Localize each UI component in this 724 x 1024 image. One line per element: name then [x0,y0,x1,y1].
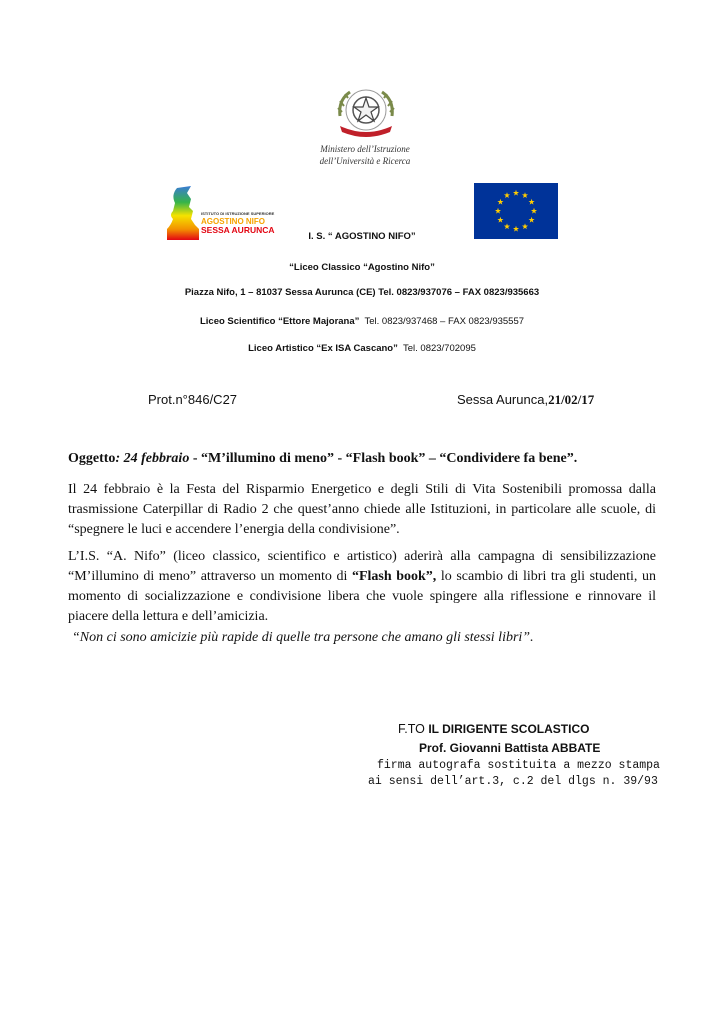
signature-note-1: firma autografa sostituita a mezzo stampa [377,759,660,772]
institute-name-text: I. S. “ AGOSTINO NIFO” [308,231,416,242]
place-date [457,392,594,408]
quote: “Non ci sono amicizie più rapide di quelle tra persone che amano gli stessi libri”. [72,630,534,645]
liceo-artistico [0,343,724,354]
paragraph-2-end: lo scambio di libri tra gli studenti, un momento di socializzazione e condivisione libera che vuole spingere alla riflessione e rinnovare il piacere della lettura e dell’amicizia. [68,569,656,624]
italian-republic-emblem [332,86,400,142]
subject-date: : 24 febbraio [115,451,190,466]
school-address-text: Piazza Nifo, 1 – 81037 Sessa Aurunca (CE) Tel. 0823/937076 – FAX 0823/935663 [184,287,540,298]
ministry-name [300,143,430,167]
paragraph-2 [68,547,656,627]
paragraph-2-start: L’I.S. “A. Nifo” (liceo classico, scientifico e artistico) aderirà alla campagna di sensibilizzazione “M’illumino di meno” attraverso un momento di [68,549,656,584]
signature-name: Prof. Giovanni Battista ABBATE [419,741,601,755]
subject-title: - “M’illumino di meno” - “Flash book” – “Condividere fa bene”. [189,451,578,466]
signature-note-2: ai sensi dell’art.3, c.2 del dlgs n. 39/93 [368,775,658,788]
institute-name [0,231,724,242]
liceo-artistico-name: Liceo Artistico “Ex ISA Cascano” [248,343,398,354]
paragraph-2-highlight: “Flash book”, [351,569,437,584]
liceo-scientifico-name: Liceo Scientifico “Ettore Majorana” [199,316,360,327]
date: 21/02/17 [548,392,595,407]
svg-text:ISTITUTO DI ISTRUZIONE SUPERIO: ISTITUTO DI ISTRUZIONE SUPERIORE [201,211,275,216]
place: Sessa Aurunca, [457,392,549,407]
subject-label: Oggetto [68,451,116,466]
liceo-scientifico [0,316,724,327]
ministry-line-2: dell’Università e Ricerca [319,156,411,166]
liceo-scientifico-contact: Tel. 0823/937468 – FAX 0823/935557 [364,316,525,327]
liceo-classico [0,262,724,273]
signature-fto: F.TO [398,722,429,736]
paragraph-1: Il 24 febbraio è la Festa del Risparmio Energetico e degli Stili di Vita Sostenibili promossa dalla trasmissione Caterpillar di Radio 2 che quest’anno chiede alle Istituzioni, in particolare alle scuole, di “spegnere le luci e accendere l’energia della condivisione”. [68,482,656,537]
signature-role [398,722,589,736]
protocol-number: Prot.n°846/C27 [148,392,238,407]
subject-line [68,451,577,467]
liceo-artistico-contact: Tel. 0823/702095 [402,343,476,354]
liceo-classico-text: “Liceo Classico “Agostino Nifo” [289,262,435,273]
svg-text:AGOSTINO NIFO: AGOSTINO NIFO [201,217,265,226]
ministry-line-1: Ministero dell’Istruzione [320,144,410,154]
signature-role-text: IL DIRIGENTE SCOLASTICO [428,722,590,736]
school-address [0,287,724,298]
svg-text:SESSA AURUNCA: SESSA AURUNCA [201,225,275,235]
